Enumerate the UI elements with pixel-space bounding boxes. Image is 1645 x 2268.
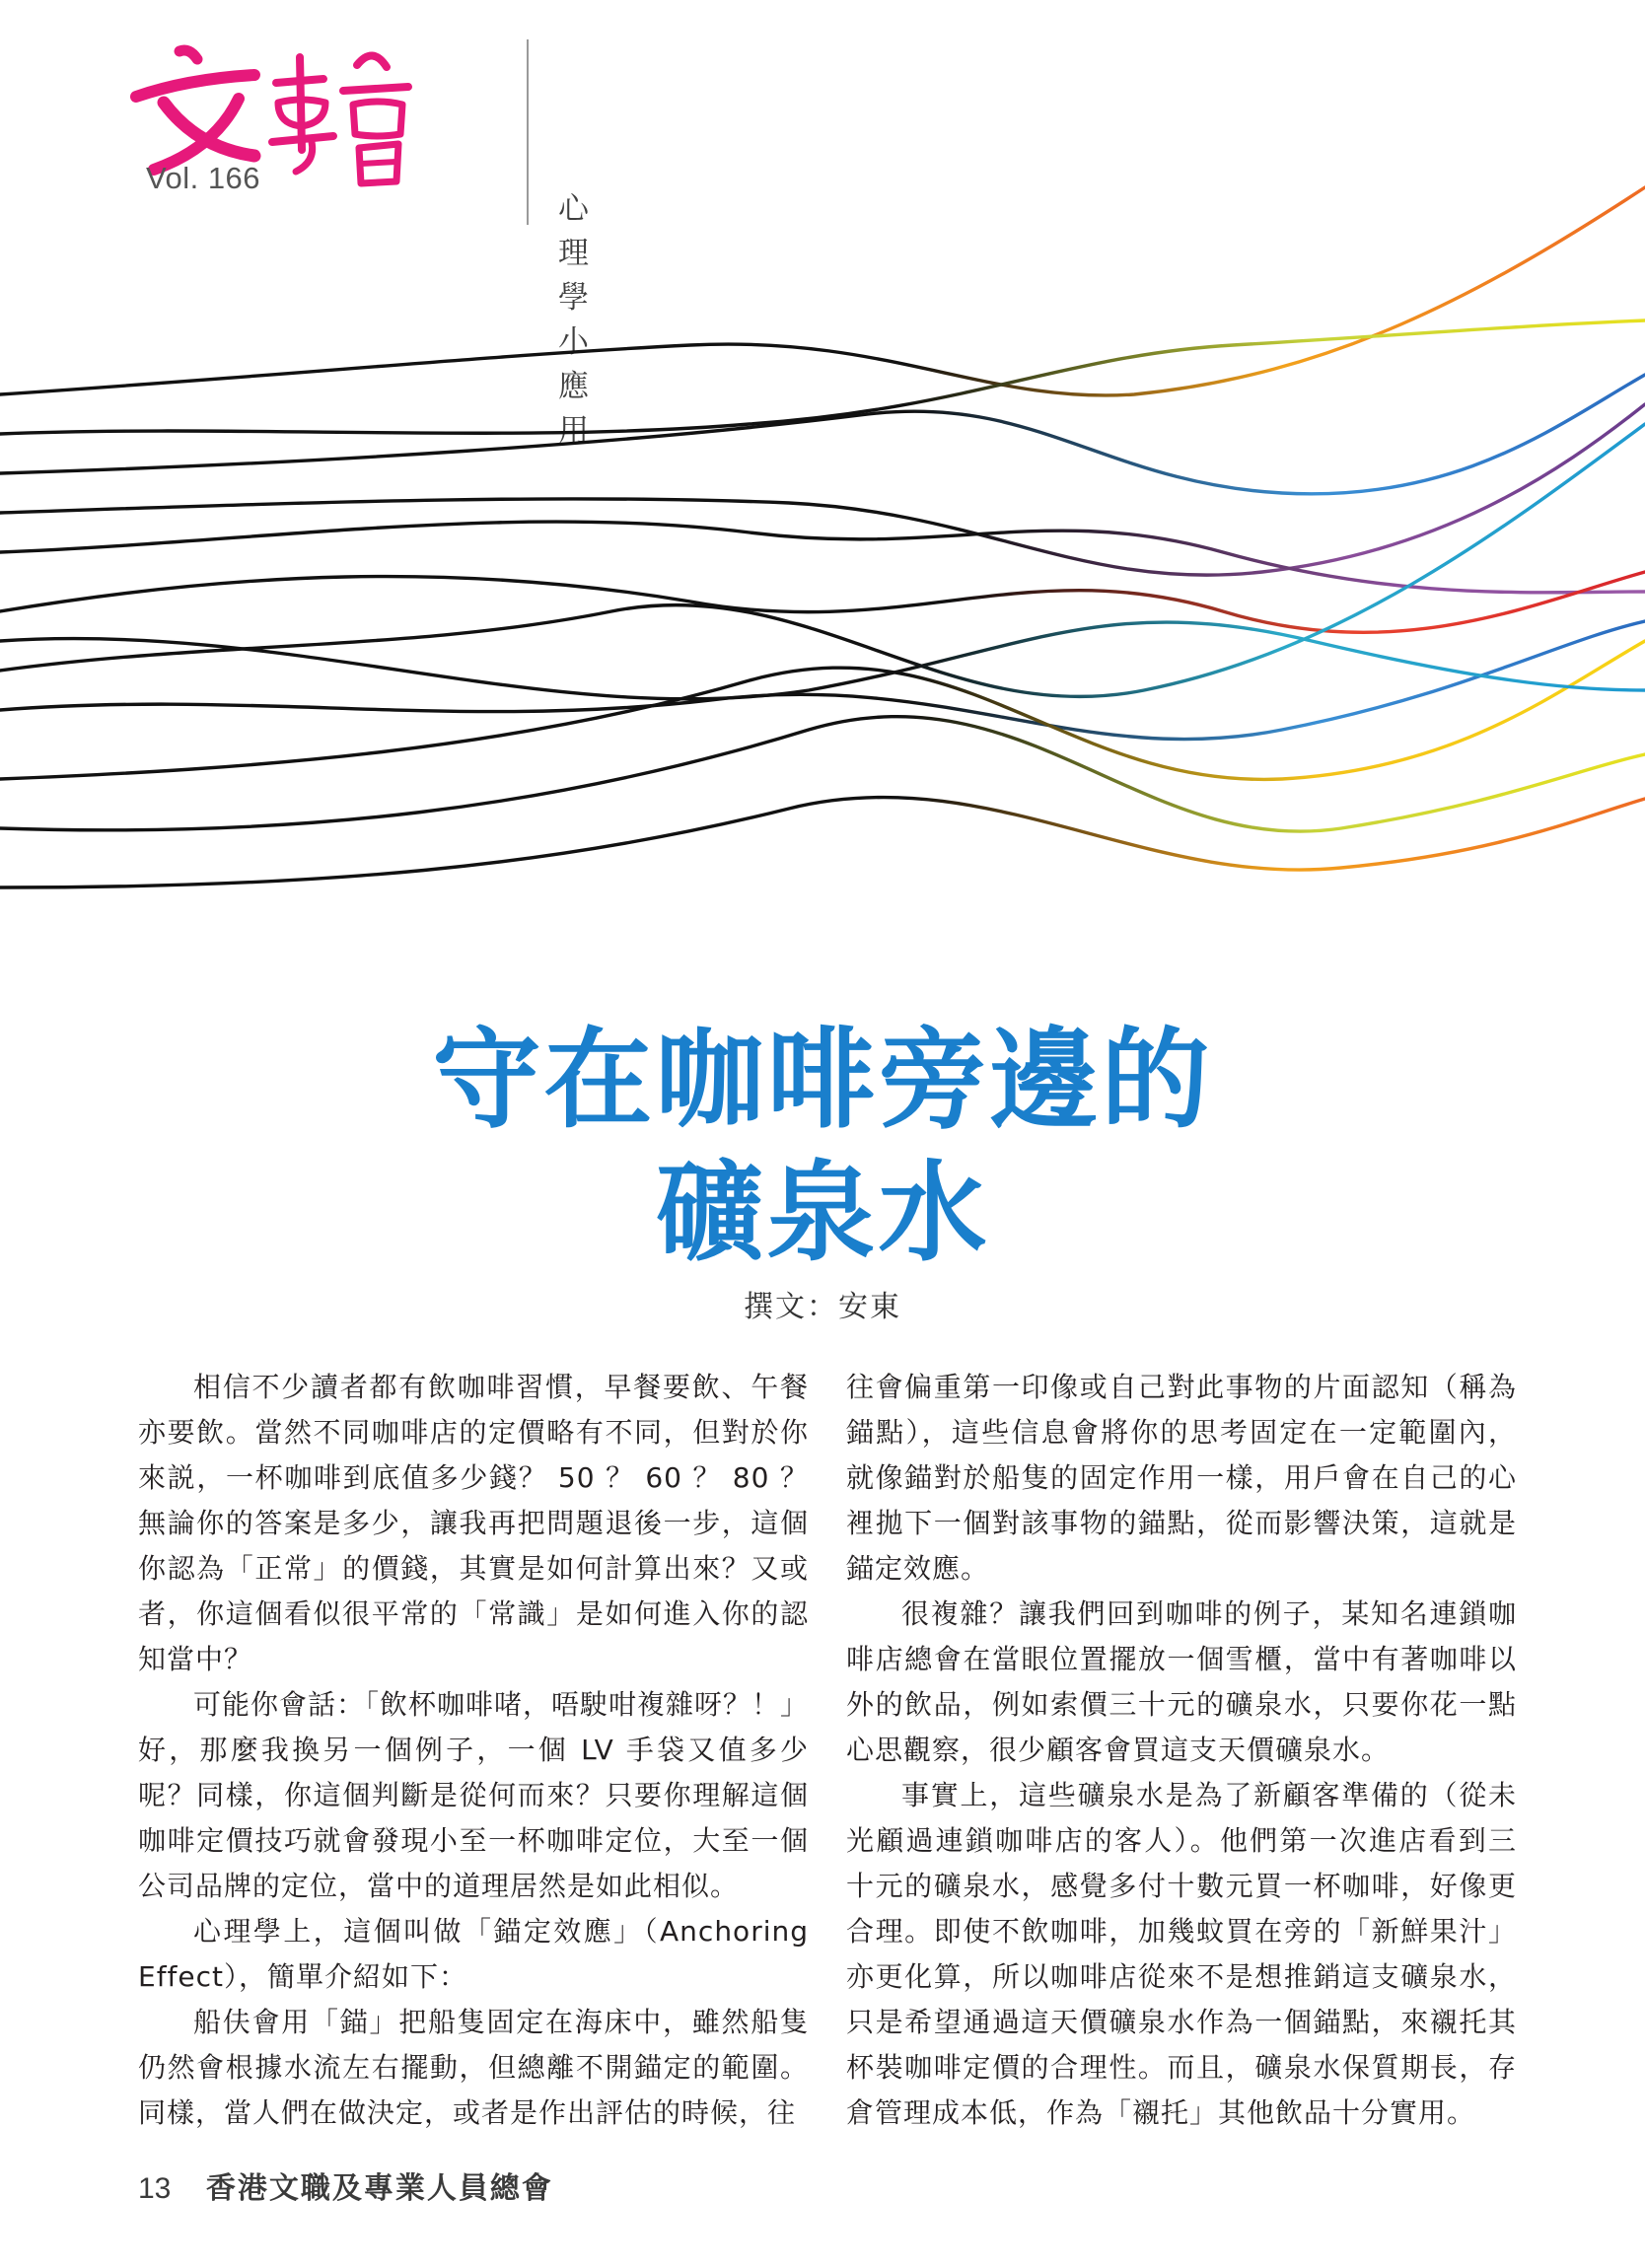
article-title-line-2: 礦泉水 — [655, 1150, 990, 1276]
volume-number: Vol. 166 — [146, 161, 261, 195]
page-number: 13 — [138, 2172, 172, 2205]
article-byline: 撰文：安東 — [744, 1290, 901, 1324]
article-title-line-1: 守在咖啡旁邊的 — [432, 1017, 1213, 1143]
wave-lines-illustration — [0, 177, 1645, 927]
paragraph: 船伕會用「錨」把船隻固定在海床中，雖然船隻仍然會根據水流左右擺動，但總離不開錨定的範圍。同樣，當人們在做決定，或者是作出評估的時候，往 — [138, 2006, 809, 2129]
organization-name: 香港文職及專業人員總會 — [205, 2171, 553, 2206]
section-label: 心理學小應用 — [558, 191, 592, 449]
article-column-right — [846, 1365, 1517, 2136]
paragraph: 心理學上，這個叫做「錨定效應」（Anchoring Effect），簡單介紹如下： — [138, 1915, 809, 1993]
paragraph: 事實上，這些礦泉水是為了新顧客準備的（從未光顧過連鎖咖啡店的客人）。他們第一次進店看到三十元的礦泉水，感覺多付十數元買一杯咖啡，好像更合理。即使不飲咖啡，加幾蚊買在旁的「新鮮果汁」亦更化算，所以咖啡店從來不是想推銷這支礦泉水，只是希望通過這天價礦泉水作為一個錨點，來襯托其杯裝咖啡定價的合理性。而且，礦泉水保質期長，存倉管理成本低，作為「襯托」其他飲品十分實用。 — [846, 1779, 1517, 2129]
paragraph: 很複雜？讓我們回到咖啡的例子，某知名連鎖咖啡店總會在當眼位置擺放一個雪櫃，當中有著咖啡以外的飲品，例如索價三十元的礦泉水，只要你花一點心思觀察，很少顧客會買這支天價礦泉水。 — [846, 1597, 1517, 1766]
paragraph: 往會偏重第一印像或自己對此事物的片面認知（稱為錨點），這些信息會將你的思考固定在一定範圍內，就像錨對於船隻的固定作用一樣，用戶會在自己的心裡拋下一個對該事物的錨點，從而影響決策，這就是錨定效應。 — [846, 1371, 1517, 1585]
paragraph: 相信不少讀者都有飲咖啡習慣，早餐要飲、午餐亦要飲。當然不同咖啡店的定價略有不同，但對於你來説，一杯咖啡到底值多少錢？ 50 ？ 60 ？ 80 ？無論你的答案是多少，讓我再把問題退後一步，這個你認為「正常」的價錢，其實是如何計算出來？又或者，你這個看似很平常的「常識」是如何進入你的認知當中？ — [138, 1371, 809, 1675]
masthead — [128, 39, 592, 449]
paragraph: 可能你會話：「飲杯咖啡啫，唔駛咁複雜呀？！」好，那麼我換另一個例子，一個 LV 手袋又值多少呢？同樣，你這個判斷是從何而來？只要你理解這個咖啡定價技巧就會發現小至一杯咖啡定位，大至一個公司品牌的定位，當中的道理居然是如此相似。 — [138, 1688, 810, 1902]
page-footer — [138, 2163, 553, 2207]
article-column-left — [138, 1365, 809, 2136]
